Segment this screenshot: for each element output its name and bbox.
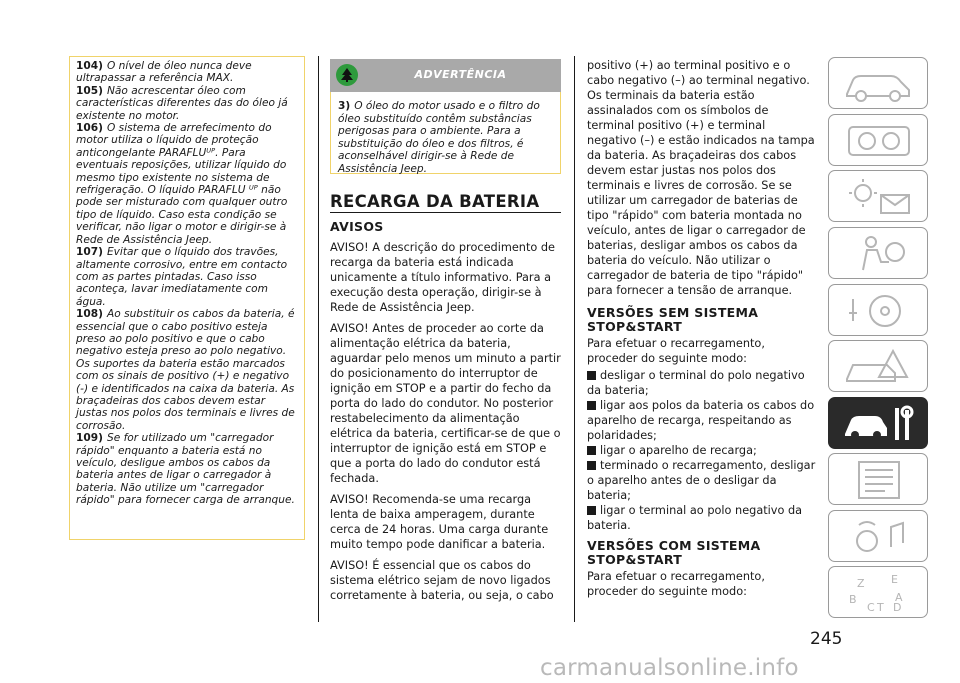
tab-dashboard[interactable] — [828, 114, 928, 166]
svg-text:C: C — [867, 601, 875, 613]
svg-text:T: T — [877, 601, 884, 613]
svg-text:Z: Z — [857, 577, 865, 590]
section-rule — [330, 212, 561, 213]
svg-text:D: D — [893, 601, 902, 613]
column-three — [587, 58, 817, 607]
svg-text:E: E — [891, 573, 898, 586]
warning-box — [330, 92, 561, 174]
steering-wheel-icon — [841, 291, 917, 331]
aviso-paragraph: AVISO! A descrição do procedimento de recarga da bateria está indicada unicamente a título informativo. Para a execução desta operação, dirigir-se à Rede de Assistência Jeep. — [330, 241, 555, 314]
svg-text:A: A — [895, 591, 903, 604]
page-number: 245 — [810, 629, 843, 649]
sem-stopstart-title: VERSÕES SEM SISTEMA STOP&START — [587, 305, 759, 334]
tab-multimedia[interactable] — [828, 510, 928, 562]
note-108: 108) Ao substituir os cabos da bateria, é essencial que o cabo positivo esteja preso ao polo positivo e que o cabo negativo esteja preso ao polo negativo. Os suportes da bateria estão marcados com os sinais de positivo (+) e negativo (-) e identificados na caixa da bateria. As braçadeiras dos cabos devem estar justas nos polos dos terminais e livres de corrosão. — [76, 308, 295, 432]
com-stopstart-title: VERSÕES COM SISTEMA STOP&START — [587, 538, 761, 567]
dashboard-icon — [841, 121, 917, 161]
continuation-paragraph: positivo (+) ao terminal positivo e o cabo negativo (–) ao terminal negativo. Os terminais da bateria estão assinalados com os símbolos de terminal positivo (+) e terminal negativo (–) e estão indicados na tampa da bateria. As braçadeiras dos cabos devem estar justas nos polos dos terminais e livres de corrosão. Se se utilizar um carregador de baterias de tipo "rápido" com bateria montada no veículo, antes de ligar o carregador de baterias, desligar ambos os cabos da bateria do veículo. Não utilizar o carregador de bateria de tipo "rápido" para fornecer a tensão de arranque. — [587, 59, 815, 297]
bullet-square-icon — [587, 446, 596, 455]
column-divider-right — [574, 56, 575, 622]
list-item: ligar o terminal ao polo negativo da bateria. — [587, 504, 803, 532]
com-stopstart-intro: Para efetuar o recarregamento, proceder do seguinte modo: — [587, 570, 765, 598]
technical-data-icon — [841, 460, 917, 500]
note-109: 109) Se for utilizado um "carregador rápido" enquanto a bateria está no veículo, desligue ambos os cabos da bateria antes de ligar o carregador à bateria. Não utilize um "carregador rápido" para fornecer carga de arranque. — [76, 432, 295, 507]
tab-emergency[interactable] — [828, 340, 928, 392]
tab-technical-data[interactable] — [828, 453, 928, 505]
bullet-square-icon — [587, 401, 596, 410]
svg-text:B: B — [849, 593, 857, 606]
warning-title: ADVERTÊNCIA — [414, 68, 507, 81]
column-divider-left — [318, 56, 319, 622]
warning-lights-icon — [841, 177, 917, 217]
tab-maintenance[interactable] — [828, 397, 928, 449]
note-105: 105) Não acrescentar óleo com características diferentes das do óleo já existente no motor. — [76, 84, 288, 122]
aviso-paragraph: AVISO! Recomenda-se uma recarga lenta de baixa amperagem, durante cerca de 24 horas. Uma carga durante muito tempo pode danificar a bateria. — [330, 493, 549, 551]
tab-warning-lights[interactable] — [828, 170, 928, 222]
tab-safety[interactable] — [828, 227, 928, 279]
note-106: 106) O sistema de arrefecimento do motor utiliza o líquido de proteção anticongelante PARAFLUᵁᴾ. Para eventuais reposições, utilizar líquido do mesmo tipo existente no sistema de refrigeração. O líquido PARAFLU ᵁᴾ não pode ser misturado com qualquer outro tipo de líquido. Caso esta condição se verificar, não ligar o motor e dirigir-se à Rede de Assistência Jeep. — [76, 122, 288, 246]
note-104: 104) O nível de óleo nunca deve ultrapassar a referência MAX. — [76, 60, 252, 85]
aviso-paragraph: AVISO! Antes de proceder ao corte da alimentação elétrica da bateria, aguardar pelo menos um minuto a partir do posicionamento do interruptor de ignição em STOP e a partir do fecho da porta do lado do condutor. No posterior restabelecimento da alimentação elétrica da bateria, certificar-se de que o interruptor de ignição está em STOP e que a porta do lado do condutor está fechada. — [330, 322, 561, 485]
tab-car-overview[interactable] — [828, 57, 928, 109]
bullet-square-icon — [587, 371, 596, 380]
bullet-square-icon — [587, 461, 596, 470]
avisos-section — [330, 220, 562, 609]
car-overview-icon — [841, 64, 917, 104]
car-wrench-icon — [841, 404, 917, 444]
list-item: ligar o aparelho de recarga; — [587, 443, 817, 458]
watermark: carmanualsonline.info — [540, 655, 799, 681]
alphabet-index-icon — [841, 573, 917, 613]
list-item: ligar aos polos da bateria os cabos do aparelho de recarga, respeitando as polaridades; — [587, 399, 815, 442]
notes-box — [69, 56, 305, 540]
multimedia-icon — [841, 517, 917, 557]
list-item: desligar o terminal do polo negativo da bateria; — [587, 369, 805, 397]
aviso-paragraph: AVISO! É essencial que os cabos do sistema elétrico sejam de novo ligados corretamente à bateria, ou seja, o cabo — [330, 559, 554, 602]
safety-airbag-icon — [841, 234, 917, 274]
tab-starting-driving[interactable] — [828, 284, 928, 336]
bullet-square-icon — [587, 506, 596, 515]
tab-index[interactable] — [828, 566, 928, 618]
list-item: terminado o recarregamento, desligar o aparelho antes de o desligar da bateria; — [587, 459, 816, 502]
avisos-title: AVISOS — [330, 219, 384, 234]
warning-header — [330, 59, 561, 92]
note-107: 107) Evitar que o líquido dos travões, altamente corrosivo, entre em contacto com as partes pintadas. Caso isso aconteça, lavar imediatamente com água. — [76, 246, 288, 308]
sem-stopstart-intro: Para efetuar o recarregamento, proceder do seguinte modo: — [587, 337, 765, 365]
section-title: RECARGA DA BATERIA — [330, 192, 540, 211]
emergency-car-icon — [841, 347, 917, 387]
warning-text: 3) O óleo do motor usado e o filtro do óleo substituído contêm substâncias perigosas para o ambiente. Para a substituição do óleo e dos filtros, é aconselhável dirigir-se à Rede de Assistência Jeep. — [338, 100, 540, 175]
